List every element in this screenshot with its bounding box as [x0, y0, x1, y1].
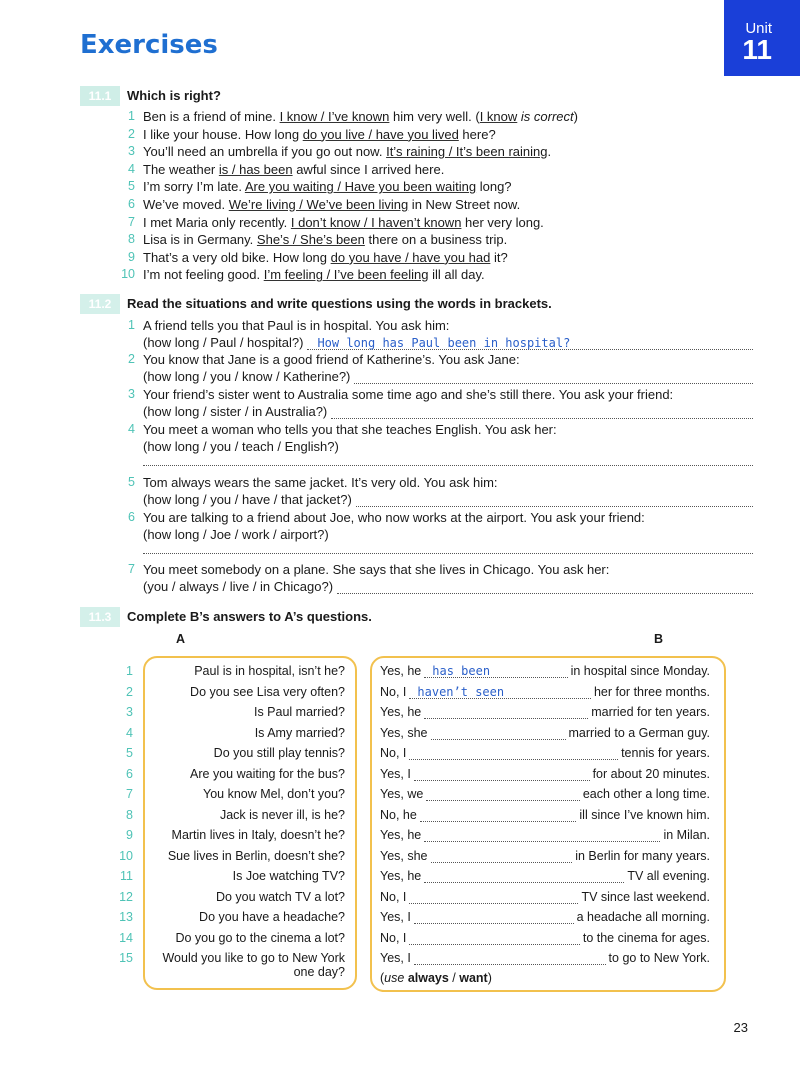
answer-b — [380, 787, 710, 801]
question-a — [145, 746, 345, 760]
answer-blank[interactable] — [424, 831, 660, 842]
answer-blank[interactable] — [424, 872, 624, 883]
answer-blank[interactable] — [420, 811, 577, 822]
question-text: Do you see Lisa very often? — [190, 684, 345, 699]
question-a — [145, 787, 345, 801]
answer-line[interactable] — [307, 337, 753, 350]
question-text: Do you have a headache? — [199, 910, 345, 924]
answer-b — [380, 910, 710, 924]
choice-options: We’re living / We’ve been living — [228, 197, 409, 212]
answer-start: Yes, she — [380, 725, 428, 740]
question-text: Jack is never ill, is he? — [219, 807, 345, 822]
sentence-text: her very long. — [461, 214, 544, 230]
question-a — [145, 931, 345, 945]
sentence-text: awful since I arrived here. — [292, 161, 445, 177]
answer-blank[interactable] — [431, 729, 566, 740]
question-text: Is Paul married? — [253, 705, 345, 719]
choice-options: do you live / have you lived — [302, 126, 459, 142]
answer-blank[interactable] — [409, 934, 579, 945]
question-text: Sue lives in Berlin, doesn’t she? — [167, 848, 345, 863]
item-number: 7 — [128, 562, 135, 576]
answer-blank[interactable] — [424, 708, 588, 719]
item-number: 5 — [128, 179, 135, 194]
column-b-label: B — [654, 632, 664, 646]
answer-start: No, I — [380, 930, 407, 945]
question-a — [145, 951, 345, 979]
item-number: 3 — [128, 144, 135, 159]
answer-end: in Milan. — [663, 828, 710, 842]
situation-text: You meet a woman who tells you that she teaches English. You ask her: — [143, 422, 557, 437]
item-number: 15 — [119, 951, 133, 965]
question-text: Do you watch TV a lot? — [215, 889, 345, 904]
item-number: 3 — [128, 387, 135, 401]
prompt-words: (you / always / live / in Chicago?) — [143, 579, 334, 594]
answer-end: each other a long time. — [582, 787, 710, 801]
exercise-sentence — [143, 127, 496, 142]
answer-b — [380, 808, 710, 822]
item-number: 4 — [128, 161, 135, 176]
sentence-text: . — [547, 144, 552, 160]
answer-end: ill since I’ve known him. — [579, 807, 710, 822]
item-number: 3 — [126, 705, 133, 719]
question-text: Would you like to go to New York — [162, 951, 345, 965]
item-number: 2 — [128, 126, 135, 141]
situation-text: Tom always wears the same jacket. It’s very old. You ask him: — [143, 475, 498, 490]
item-number: 6 — [126, 766, 133, 781]
prompt-line — [143, 492, 753, 507]
answer-blank[interactable] — [409, 684, 591, 699]
exercise-badge-11-3: 11.3 — [80, 607, 120, 627]
item-number: 5 — [126, 746, 133, 760]
prompt-words: (how long / you / know / Katherine?) — [143, 369, 351, 384]
exercise-title-11-3: Complete B’s answers to A’s questions. — [127, 609, 372, 624]
sentence-text: The weather — [143, 161, 219, 177]
unit-number: 11 — [742, 34, 772, 65]
prompt-words: (how long / you / have / that jacket?) — [143, 492, 352, 507]
item-number: 10 — [119, 848, 133, 863]
answer-line[interactable] — [143, 465, 753, 466]
answer-start: Yes, I — [380, 910, 411, 924]
answer-b — [380, 726, 710, 740]
question-text: Do you still play tennis? — [213, 746, 345, 760]
prompt-words: (how long / Paul / hospital?) — [143, 335, 304, 350]
note-text: is correct — [517, 109, 574, 124]
unit-label: Unit — [745, 20, 772, 37]
question-text: Paul is in hospital, isn’t he? — [194, 664, 345, 678]
prompt-line — [143, 439, 753, 454]
answer-line[interactable] — [331, 406, 753, 419]
sentence-text: long? — [476, 179, 512, 195]
exercise-sentence — [143, 179, 512, 194]
choice-options: Are you waiting / Have you been waiting — [244, 179, 477, 195]
choice-options: do you have / have you had — [330, 249, 491, 265]
answer-start: Yes, he — [380, 869, 422, 883]
question-text: Martin lives in Italy, doesn’t he? — [171, 828, 345, 842]
item-number: 11 — [120, 869, 133, 883]
item-number: 4 — [126, 725, 133, 740]
page-number: 23 — [733, 1020, 748, 1035]
answer-blank[interactable] — [409, 749, 618, 760]
item-number: 8 — [126, 807, 133, 822]
exercise-sentence — [143, 232, 507, 247]
question-text: You know Mel, don’t you? — [203, 787, 345, 801]
sentence-text: I like your house. How long — [143, 126, 303, 142]
sentence-text: in New Street now. — [408, 197, 521, 212]
question-a — [145, 890, 345, 904]
question-a — [145, 808, 345, 822]
hint-label: use — [384, 971, 405, 985]
prompt-line — [143, 335, 753, 350]
sentence-text: You’ll need an umbrella if you go out now. — [143, 144, 387, 160]
exercise-sentence — [143, 250, 508, 265]
question-a — [145, 705, 345, 719]
answer-start: Yes, I — [380, 766, 411, 781]
column-a-label: A — [176, 632, 186, 646]
answer-end: to go to New York. — [608, 951, 710, 965]
answer-b — [380, 746, 710, 760]
answer-end: in hospital since Monday. — [570, 664, 710, 678]
handwritten-answer: How long has Paul been in hospital? — [317, 336, 571, 350]
exercise-sentence — [143, 267, 485, 282]
item-number: 12 — [119, 889, 133, 904]
exercise-sentence — [143, 144, 551, 159]
question-a — [145, 685, 345, 699]
answer-blank[interactable] — [414, 954, 606, 965]
item-number: 1 — [126, 664, 133, 678]
answer-line[interactable] — [354, 371, 753, 384]
handwritten-answer: has been — [432, 664, 491, 678]
exercise-title-11-1: Which is right? — [127, 88, 221, 103]
exercise-badge-11-2: 11.2 — [80, 294, 120, 314]
answer-end: married to a German guy. — [568, 725, 710, 740]
sentence-text: I met Maria only recently. — [143, 214, 291, 230]
prompt-words: (how long / sister / in Australia?) — [143, 404, 328, 419]
item-number: 2 — [126, 684, 133, 699]
item-number: 10 — [121, 267, 135, 282]
hint-word: always — [407, 971, 449, 985]
answer-b — [380, 849, 710, 863]
prompt-words: (how long / Joe / work / airport?) — [143, 527, 329, 542]
choice-options: I’m feeling / I’ve been feeling — [263, 267, 429, 283]
hint-sep: / — [448, 971, 460, 985]
answer-blank[interactable] — [426, 790, 580, 801]
paren: ) — [487, 971, 492, 985]
correct-answer: I know — [479, 109, 518, 124]
question-text: one day? — [293, 965, 345, 979]
sentence-text: Ben is a friend of mine. — [143, 109, 280, 124]
answer-b — [380, 705, 710, 719]
answer-blank[interactable] — [431, 852, 573, 863]
hint-word: want — [459, 971, 488, 985]
situation-text: You are talking to a friend about Joe, who now works at the airport. You ask your friend: — [143, 510, 645, 525]
answer-end: married for ten years. — [591, 705, 710, 719]
exercise-badge-11-1: 11.1 — [80, 86, 120, 106]
answer-line[interactable] — [337, 581, 753, 594]
answer-start: No, he — [380, 807, 417, 822]
choice-options: I know / I’ve known — [279, 109, 390, 124]
situation-text: A friend tells you that Paul is in hospital. You ask him: — [143, 318, 450, 333]
question-text: Is Amy married? — [254, 725, 345, 740]
choice-options: She’s / She’s been — [256, 232, 365, 248]
answer-start: Yes, I — [380, 951, 411, 965]
exercise-sentence — [143, 197, 520, 212]
item-number: 5 — [128, 475, 135, 489]
prompt-line — [143, 527, 753, 542]
sentence-text: it? — [490, 249, 508, 265]
item-number: 7 — [128, 214, 135, 229]
answer-blank[interactable] — [424, 664, 567, 678]
sentence-text: I’m sorry I’m late. — [143, 179, 245, 195]
item-number: 7 — [126, 787, 133, 801]
paren: ( — [380, 971, 385, 985]
question-a — [145, 767, 345, 781]
prompt-line — [143, 579, 753, 594]
answer-line[interactable] — [356, 494, 753, 507]
answer-end: in Berlin for many years. — [575, 848, 710, 863]
answer-b — [380, 685, 710, 699]
answer-end: to the cinema for ages. — [582, 930, 710, 945]
choice-options: is / has been — [218, 161, 293, 177]
item-number: 9 — [126, 828, 133, 842]
answer-start: No, I — [380, 889, 407, 904]
question-a — [145, 869, 345, 883]
answer-end: TV all evening. — [627, 869, 710, 883]
answer-start: Yes, she — [380, 848, 428, 863]
answer-end: for about 20 minutes. — [592, 766, 710, 781]
answer-start: Yes, he — [380, 705, 422, 719]
item-number: 9 — [128, 249, 135, 264]
close-paren: ) — [573, 109, 578, 124]
item-number: 6 — [128, 197, 135, 211]
unit-tab — [724, 0, 800, 76]
question-text: Are you waiting for the bus? — [190, 766, 345, 781]
item-number: 4 — [128, 422, 135, 436]
handwritten-answer: haven’t seen — [417, 684, 505, 699]
question-text: Do you go to the cinema a lot? — [175, 930, 345, 945]
question-a — [145, 726, 345, 740]
answer-b — [380, 767, 710, 781]
answer-end: TV since last weekend. — [581, 889, 710, 904]
question-a — [145, 849, 345, 863]
exercise-sentence — [143, 162, 444, 177]
sentence-text: I’m not feeling good. — [143, 267, 264, 283]
answer-end: a headache all morning. — [576, 910, 710, 924]
situation-text: You meet somebody on a plane. She says that she lives in Chicago. You ask her: — [143, 562, 610, 577]
choice-options: I don’t know / I haven’t known — [290, 214, 462, 230]
answer-start: Yes, he — [380, 828, 422, 842]
sentence-text: him very well. ( — [389, 109, 480, 124]
item-number: 14 — [119, 930, 133, 945]
question-a — [145, 910, 345, 924]
prompt-line — [143, 369, 753, 384]
page-title: Exercises — [80, 30, 218, 60]
situation-text: Your friend’s sister went to Australia some time ago and she’s still there. You ask your friend: — [143, 387, 674, 402]
exercise-title-11-2: Read the situations and write questions using the words in brackets. — [127, 296, 552, 311]
prompt-line — [143, 404, 753, 419]
answer-b — [380, 828, 710, 842]
question-a — [145, 664, 345, 678]
answer-blank[interactable] — [409, 893, 578, 904]
item-number: 2 — [128, 352, 135, 366]
answer-end: tennis for years. — [621, 746, 710, 760]
answer-start: No, I — [380, 746, 407, 760]
answer-start: Yes, he — [380, 664, 422, 678]
item-number: 6 — [128, 510, 135, 524]
sentence-text: Lisa is in Germany. — [143, 232, 257, 248]
item-number: 13 — [119, 910, 133, 924]
answer-b — [380, 890, 710, 904]
answer-blank[interactable] — [414, 770, 590, 781]
answer-end: her for three months. — [593, 684, 710, 699]
situation-text: You know that Jane is a good friend of Katherine’s. You ask Jane: — [143, 352, 520, 367]
sentence-text: ill all day. — [428, 267, 485, 283]
usage-hint — [380, 971, 710, 985]
answer-blank[interactable] — [414, 913, 574, 924]
answer-line[interactable] — [143, 553, 753, 554]
choice-options: It’s raining / It’s been raining — [386, 144, 548, 160]
sentence-text: there on a business trip. — [364, 232, 508, 248]
answer-b — [380, 869, 710, 883]
answer-b — [380, 931, 710, 945]
item-number: 1 — [128, 318, 135, 332]
sentence-text: We’ve moved. — [143, 197, 229, 212]
answer-start: No, I — [380, 684, 407, 699]
answer-b — [380, 951, 710, 965]
sentence-text: That’s a very old bike. How long — [143, 249, 331, 265]
question-a — [145, 828, 345, 842]
question-text: Is Joe watching TV? — [232, 869, 345, 883]
prompt-words: (how long / you / teach / English?) — [143, 439, 339, 454]
item-number: 8 — [128, 232, 135, 247]
answer-start: Yes, we — [380, 787, 424, 801]
exercise-sentence — [143, 109, 578, 124]
answer-b — [380, 664, 710, 678]
sentence-text: here? — [458, 126, 496, 142]
exercise-sentence — [143, 215, 544, 230]
item-number: 1 — [128, 109, 135, 123]
